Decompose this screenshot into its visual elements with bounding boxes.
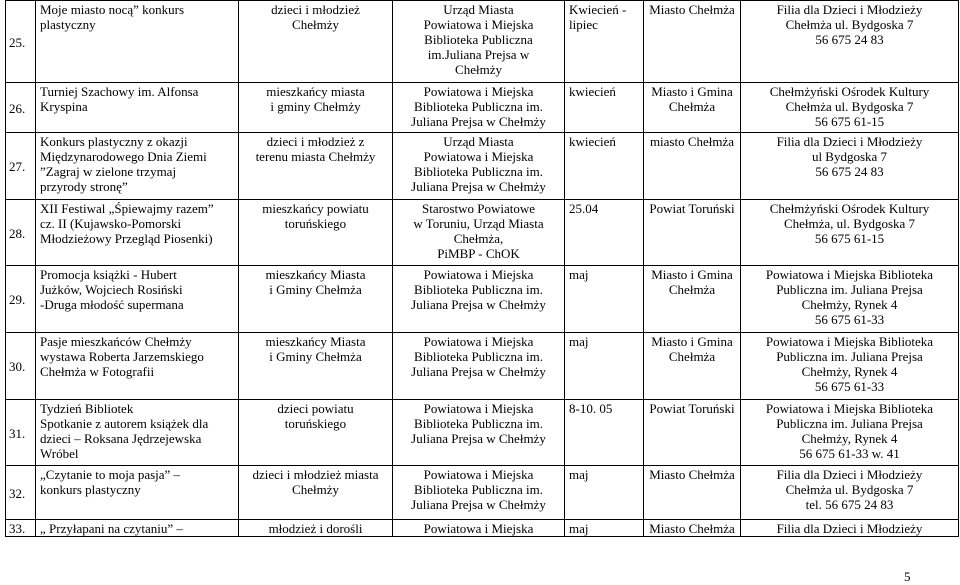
event-date: 25.04	[569, 201, 599, 216]
target-audience: młodzież i dorośli	[268, 521, 363, 536]
contact-info: Powiatowa i Miejska Biblioteka Publiczna im. Juliana Prejsa Chełmży, Rynek 4 56 675 61-33	[765, 267, 934, 327]
event-location-cell	[644, 83, 741, 133]
event-date-cell	[565, 333, 644, 400]
contact-info-cell	[741, 520, 959, 537]
row-number-cell	[6, 200, 36, 266]
table-row	[6, 520, 959, 537]
contact-info: Filia dla Dzieci i Młodzieży Chełmża ul. Bydgoska 7 56 675 24 83	[776, 2, 923, 47]
organizer-cell	[393, 400, 565, 466]
organizer-cell	[393, 200, 565, 266]
row-number-cell	[6, 520, 36, 537]
row-number-cell	[6, 333, 36, 400]
table-row	[6, 266, 959, 333]
contact-info-cell	[741, 333, 959, 400]
event-title: „ Przyłapani na czytaniu” –	[40, 521, 183, 536]
contact-info: Filia dla Dzieci i Młodzieży ul Bydgoska 7 56 675 24 83	[776, 134, 923, 179]
event-location-cell	[644, 520, 741, 537]
event-date: maj	[569, 467, 589, 482]
event-date: kwiecień	[569, 134, 616, 149]
event-title-cell	[36, 400, 239, 466]
event-title-cell	[36, 466, 239, 520]
target-audience-cell	[239, 333, 393, 400]
contact-info-cell	[741, 133, 959, 200]
table-row	[6, 400, 959, 466]
target-audience-cell	[239, 133, 393, 200]
event-date-cell	[565, 133, 644, 200]
organizer-cell	[393, 333, 565, 400]
events-table-body	[6, 1, 959, 537]
row-number-cell	[6, 466, 36, 520]
row-number: 27.	[9, 159, 26, 174]
row-number-cell	[6, 1, 36, 83]
event-date: Kwiecień - lipiec	[569, 2, 627, 32]
contact-info: Filia dla Dzieci i Młodzieży Chełmża ul. Bydgoska 7 tel. 56 675 24 83	[776, 467, 923, 512]
row-number-cell	[6, 133, 36, 200]
event-location: Miasto Chełmża	[649, 467, 735, 482]
row-number: 28.	[9, 225, 26, 241]
organizer-cell	[393, 466, 565, 520]
contact-info: Filia dla Dzieci i Młodzieży	[776, 521, 923, 536]
event-location: Miasto i Gmina Chełmża	[651, 267, 733, 297]
organizer-cell	[393, 133, 565, 200]
page-number: 5	[904, 569, 911, 584]
contact-info: Powiatowa i Miejska Biblioteka Publiczna im. Juliana Prejsa Chełmży, Rynek 4 56 675 61-33 w. 41	[765, 401, 934, 461]
row-number: 25.	[9, 34, 26, 50]
contact-info: Powiatowa i Miejska Biblioteka Publiczna im. Juliana Prejsa Chełmży, Rynek 4 56 675 61-33	[765, 334, 934, 394]
event-location: miasto Chełmża	[649, 134, 735, 149]
row-number: 30.	[9, 359, 26, 374]
target-audience-cell	[239, 266, 393, 333]
target-audience-cell	[239, 83, 393, 133]
event-date-cell	[565, 466, 644, 520]
target-audience-cell	[239, 466, 393, 520]
event-date-cell	[565, 83, 644, 133]
contact-info-cell	[741, 466, 959, 520]
event-title-cell	[36, 520, 239, 537]
event-location-cell	[644, 400, 741, 466]
organizer: Powiatowa i Miejska	[423, 521, 534, 536]
target-audience: mieszkańcy powiatu toruńskiego	[262, 201, 369, 231]
event-date-cell	[565, 400, 644, 466]
target-audience: dzieci i młodzież Chełmży	[271, 2, 360, 32]
event-title-cell	[36, 333, 239, 400]
contact-info-cell	[741, 200, 959, 266]
row-number-cell	[6, 400, 36, 466]
event-location: Miasto i Gmina Chełmża	[651, 84, 733, 114]
table-row	[6, 333, 959, 400]
event-title-cell	[36, 133, 239, 200]
event-location-cell	[644, 333, 741, 400]
event-date: 8-10. 05	[569, 401, 613, 416]
event-title-cell	[36, 1, 239, 83]
row-number: 31.	[9, 425, 26, 441]
event-title-cell	[36, 266, 239, 333]
organizer: Urząd Miasta Powiatowa i Miejska Biblioteka Publiczna im. Juliana Prejsa w Chełmży	[411, 134, 546, 194]
table-row	[6, 200, 959, 266]
event-date-cell	[565, 520, 644, 537]
organizer: Powiatowa i Miejska Biblioteka Publiczna im. Juliana Prejsa w Chełmży	[411, 467, 546, 512]
event-location-cell	[644, 200, 741, 266]
row-number: 33.	[9, 521, 26, 536]
event-location-cell	[644, 466, 741, 520]
event-title: XII Festiwal „Śpiewajmy razem” cz. II (Kujawsko-Pomorski Młodzieżowy Przegląd Piosenki)	[40, 201, 214, 246]
event-location: Miasto Chełmża	[649, 521, 735, 536]
table-row	[6, 133, 959, 200]
organizer: Starostwo Powiatowe w Toruniu, Urząd Miasta Chełmża, PiMBP - ChOK	[413, 201, 544, 261]
event-location-cell	[644, 1, 741, 83]
target-audience: mieszkańcy Miasta i Gminy Chełmża	[265, 334, 366, 364]
table-row	[6, 1, 959, 83]
organizer: Urząd Miasta Powiatowa i Miejska Biblioteka Publiczna im.Juliana Prejsa w Chełmży	[423, 2, 534, 77]
event-date-cell	[565, 200, 644, 266]
target-audience-cell	[239, 200, 393, 266]
contact-info-cell	[741, 83, 959, 133]
organizer: Powiatowa i Miejska Biblioteka Publiczna im. Juliana Prejsa w Chełmży	[411, 267, 546, 312]
organizer-cell	[393, 520, 565, 537]
event-date-cell	[565, 1, 644, 83]
target-audience: dzieci i młodzież miasta Chełmży	[252, 467, 379, 497]
event-location-cell	[644, 133, 741, 200]
target-audience: mieszkańcy Miasta i Gminy Chełmża	[265, 267, 366, 297]
event-date: kwiecień	[569, 84, 616, 99]
target-audience: dzieci powiatu toruńskiego	[277, 401, 354, 431]
row-number-cell	[6, 83, 36, 133]
events-table	[5, 0, 959, 537]
organizer-cell	[393, 83, 565, 133]
contact-info-cell	[741, 1, 959, 83]
target-audience-cell	[239, 520, 393, 537]
event-location: Powiat Toruński	[649, 401, 735, 416]
row-number: 26.	[9, 100, 26, 116]
event-title-cell	[36, 200, 239, 266]
target-audience-cell	[239, 1, 393, 83]
event-location: Miasto Chełmża	[649, 2, 735, 17]
contact-info: Chełmżyński Ośrodek Kultury Chełmża, ul. Bydgoska 7 56 675 61-15	[769, 201, 930, 246]
event-title: „Czytanie to moja pasja” – konkurs plastyczny	[40, 467, 181, 497]
event-date: maj	[569, 334, 589, 349]
event-title: Promocja książki - Hubert Jużków, Wojciech Rosiński -Druga młodość supermana	[40, 267, 184, 312]
event-date-cell	[565, 266, 644, 333]
table-row	[6, 466, 959, 520]
event-title: Pasje mieszkańców Chełmży wystawa Roberta Jarzemskiego Chełmża w Fotografii	[40, 334, 204, 379]
target-audience: mieszkańcy miasta i gminy Chełmży	[266, 84, 365, 114]
event-title: Konkurs plastyczny z okazji Międzynarodowego Dnia Ziemi ”Zagraj w zielone trzymaj przyrody stronę”	[40, 134, 207, 194]
contact-info: Chełmżyński Ośrodek Kultury Chełmża ul. Bydgoska 7 56 675 61-15	[769, 84, 930, 129]
event-date: maj	[569, 521, 589, 536]
event-location-cell	[644, 266, 741, 333]
row-number: 32.	[9, 485, 26, 501]
event-date: maj	[569, 267, 589, 282]
row-number-cell	[6, 266, 36, 333]
contact-info-cell	[741, 266, 959, 333]
event-title-cell	[36, 83, 239, 133]
event-location: Miasto i Gmina Chełmża	[651, 334, 733, 364]
row-number: 29.	[9, 292, 26, 307]
event-title: Moje miasto nocą” konkurs plastyczny	[40, 2, 185, 32]
event-title: Tydzień Bibliotek Spotkanie z autorem książek dla dzieci – Roksana Jędrzejewska Wróbel	[40, 401, 209, 461]
event-title: Turniej Szachowy im. Alfonsa Kryspina	[40, 84, 199, 114]
target-audience-cell	[239, 400, 393, 466]
contact-info-cell	[741, 400, 959, 466]
organizer: Powiatowa i Miejska Biblioteka Publiczna im. Juliana Prejsa w Chełmży	[411, 84, 546, 129]
organizer: Powiatowa i Miejska Biblioteka Publiczna im. Juliana Prejsa w Chełmży	[411, 401, 546, 446]
target-audience: dzieci i młodzież z terenu miasta Chełmży	[255, 134, 376, 164]
organizer-cell	[393, 266, 565, 333]
event-location: Powiat Toruński	[649, 201, 735, 216]
table-row	[6, 83, 959, 133]
organizer: Powiatowa i Miejska Biblioteka Publiczna im. Juliana Prejsa w Chełmży	[411, 334, 546, 379]
organizer-cell	[393, 1, 565, 83]
